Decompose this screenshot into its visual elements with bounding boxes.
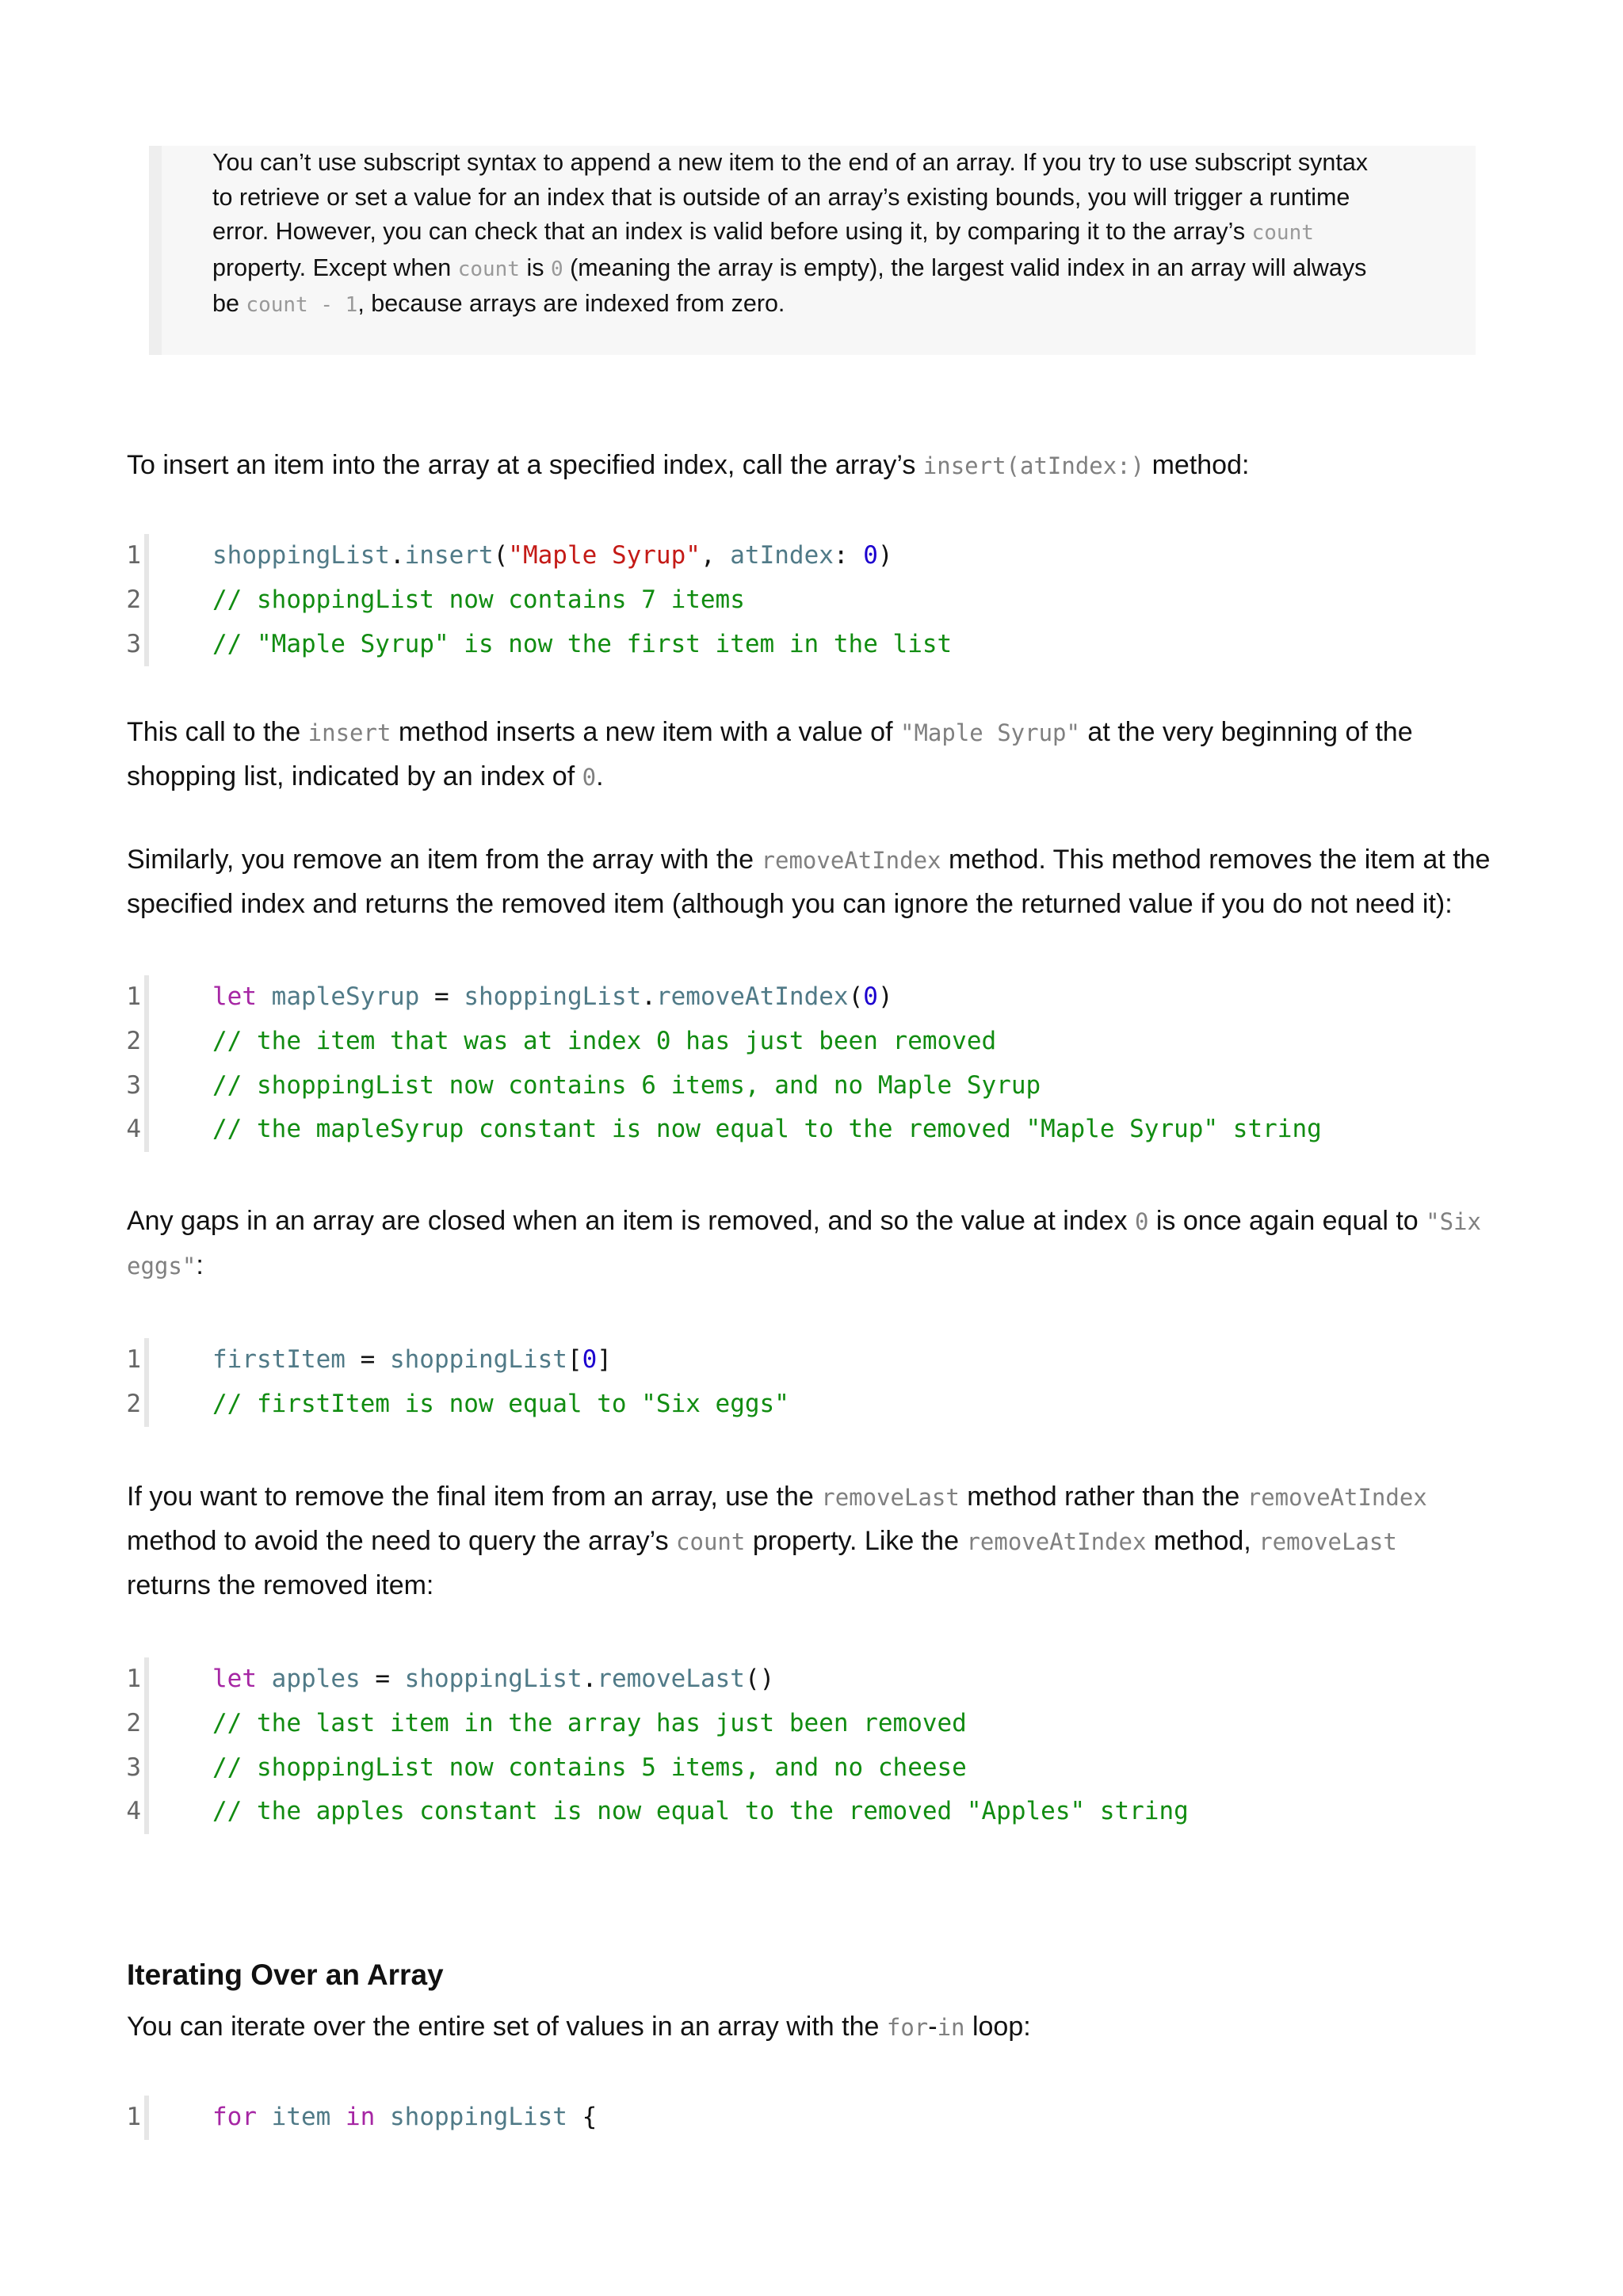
inline-code: 0 xyxy=(582,764,597,791)
code-line: 1 let apples = shoppingList.removeLast() xyxy=(149,1657,1189,1702)
code-line: 2 // shoppingList now contains 7 items xyxy=(149,578,952,623)
code-block-remove-at-index xyxy=(126,975,1322,1152)
note-box xyxy=(149,146,1476,355)
inline-code: count xyxy=(676,1528,746,1555)
inline-code: "Maple Syrup" xyxy=(899,719,1080,746)
code-block-remove-last xyxy=(126,1657,1189,1834)
line-number: 1 xyxy=(126,982,141,1011)
code-line: 4 // the apples constant is now equal to the removed "Apples" string xyxy=(149,1790,1189,1834)
paragraph-iterate: You can iterate over the entire set of values in an array with the for-in loop: xyxy=(127,2012,1031,2042)
line-number: 2 xyxy=(126,1389,141,1418)
code-line: 1 shoppingList.insert("Maple Syrup", atIndex: 0) xyxy=(149,534,952,578)
inline-code: removeLast xyxy=(821,1484,960,1511)
inline-code: count - 1 xyxy=(246,293,358,317)
line-number: 2 xyxy=(126,1026,141,1055)
code-line: 1 let mapleSyrup = shoppingList.removeAtIndex(0) xyxy=(149,975,1322,1020)
inline-code: 0 xyxy=(1134,1208,1149,1235)
inline-code: removeAtIndex xyxy=(761,847,941,874)
line-number: 1 xyxy=(126,2103,141,2131)
inline-code: "Six xyxy=(1426,1208,1481,1235)
code-line: 3 // "Maple Syrup" is now the first item in the list xyxy=(149,623,952,667)
code-block-for-in xyxy=(126,2096,598,2140)
paragraph-remove-last: If you want to remove the final item from an array, use the removeLast method rather than the removeAtIndex method to avoid the need to query the array’s count property. Like the removeAtIndex method, removeLast returns the removed item: xyxy=(127,1482,1427,1600)
line-number: 3 xyxy=(126,629,141,658)
inline-code: insert(atIndex:) xyxy=(922,452,1145,479)
code-line: 2 // the item that was at index 0 has just been removed xyxy=(149,1020,1322,1064)
inline-code: 0 xyxy=(550,257,563,281)
inline-code: removeLast xyxy=(1258,1528,1397,1555)
code-line: 1 for item in shoppingList { xyxy=(149,2096,597,2140)
inline-code: for xyxy=(886,2014,929,2041)
inline-code: count xyxy=(1251,221,1314,245)
paragraph-insert-intro: To insert an item into the array at a specified index, call the array’s insert(atIndex:) method: xyxy=(127,450,1250,480)
code-line: 3 // shoppingList now contains 6 items, and no Maple Syrup xyxy=(149,1064,1322,1108)
code-line: 1 firstItem = shoppingList[0] xyxy=(149,1338,789,1383)
line-number: 2 xyxy=(126,585,141,614)
inline-code: insert xyxy=(307,719,391,746)
inline-code: eggs" xyxy=(127,1253,197,1280)
code-block-first-item xyxy=(126,1338,789,1427)
code-line: 2 // firstItem is now equal to "Six eggs" xyxy=(149,1383,789,1427)
line-number: 4 xyxy=(126,1115,141,1144)
line-number: 1 xyxy=(126,541,141,570)
line-number: 1 xyxy=(126,1345,141,1374)
line-number: 1 xyxy=(126,1665,141,1693)
inline-code: removeAtIndex xyxy=(1247,1484,1427,1511)
paragraph-remove-intro: Similarly, you remove an item from the array with the removeAtIndex method. This method removes the item at the specified index and returns the removed item (although you can ignore the returned value if you do not need it): xyxy=(127,845,1491,919)
section-heading: Iterating Over an Array xyxy=(127,1958,444,1991)
inline-code: count xyxy=(457,257,520,281)
inline-code: removeAtIndex xyxy=(966,1528,1147,1555)
paragraph-gaps: Any gaps in an array are closed when an item is removed, and so the value at index 0 is once again equal to "Six eggs": xyxy=(127,1206,1481,1280)
inline-code: in xyxy=(937,2014,965,2041)
line-number: 3 xyxy=(126,1070,141,1100)
code-line: 2 // the last item in the array has just been removed xyxy=(149,1702,1189,1746)
line-number: 4 xyxy=(126,1797,141,1826)
code-line: 4 // the mapleSyrup constant is now equal to the removed "Maple Syrup" string xyxy=(149,1108,1322,1152)
line-number: 2 xyxy=(126,1708,141,1737)
paragraph-insert-explain: This call to the insert method inserts a new item with a value of "Maple Syrup" at the very beginning of the shopping list, indicated by an index of 0. xyxy=(127,717,1413,791)
note-text: You can’t use subscript syntax to append a new item to the end of an array. If you try to use subscript syntax to retrieve or set a value for an index that is outside of an array’s existing bounds, you will trigger a runtime error. However, you can check that an index is valid before using it, by comparing it to the array’s count property. Except when count is 0 (meaning the array is empty), the largest valid index in an array will always be count - 1, because arrays are indexed from zero. xyxy=(212,149,1369,317)
code-block-insert xyxy=(126,534,953,666)
line-number: 3 xyxy=(126,1753,141,1782)
code-line: 3 // shoppingList now contains 5 items, and no cheese xyxy=(149,1746,1189,1791)
